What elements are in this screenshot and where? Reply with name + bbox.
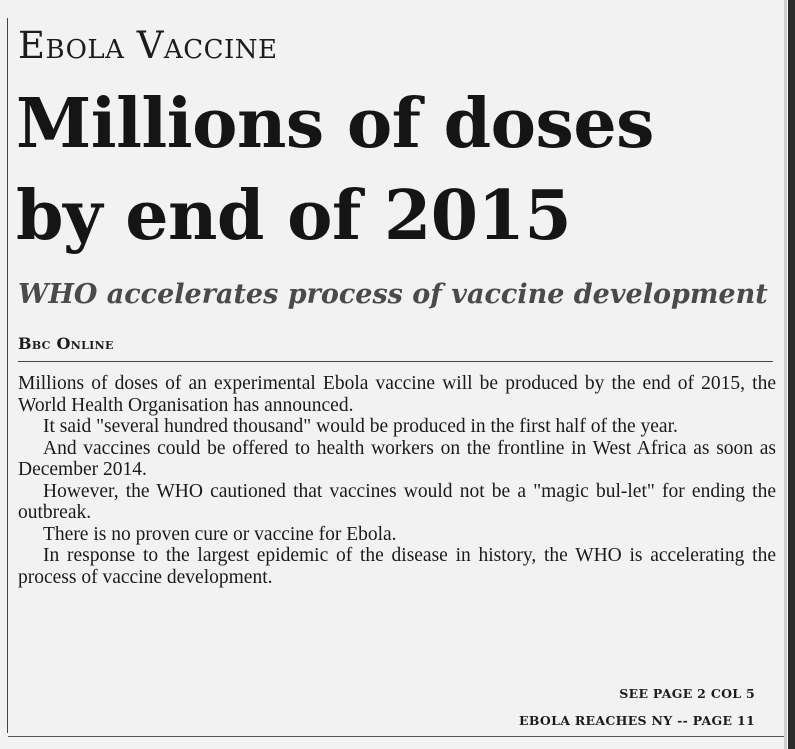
paragraph: Millions of doses of an experimental Ebola vaccine will be produced by the end of 2015, the World Health Organisation has announced.: [18, 373, 776, 416]
paragraph: It said "several hundred thousand" would be produced in the first half of the year.: [43, 416, 678, 437]
byline: Bbc Online: [18, 334, 114, 353]
article-body: [18, 373, 776, 588]
page-references: [519, 680, 755, 734]
subheadline: WHO accelerates process of vaccine development: [18, 279, 768, 310]
page-edge-shadow: [788, 0, 795, 749]
section-kicker: Ebola Vaccine: [18, 24, 278, 67]
byline-divider: [18, 361, 773, 362]
headline-line-2: by end of 2015: [16, 176, 572, 256]
headline-line-1: Millions of doses: [16, 84, 654, 164]
left-column-rule: [7, 18, 8, 733]
paragraph: However, the WHO cautioned that vaccines would not be a "magic bul-let" for ending the outbreak.: [18, 480, 776, 523]
bottom-rule: [8, 736, 784, 737]
paragraph: In response to the largest epidemic of the disease in history, the WHO is accelerating the process of vaccine development.: [18, 545, 776, 588]
right-column-rule: [784, 0, 787, 749]
paragraph: There is no proven cure or vaccine for Ebola.: [43, 523, 397, 545]
paragraph: And vaccines could be offered to health workers on the frontline in West Africa as soon as December 2014.: [18, 437, 776, 480]
see-page-reference: SEE PAGE 2 COL 5: [619, 686, 755, 701]
related-story-reference: EBOLA REACHES NY -- PAGE 11: [519, 713, 755, 728]
headline: [16, 78, 781, 262]
